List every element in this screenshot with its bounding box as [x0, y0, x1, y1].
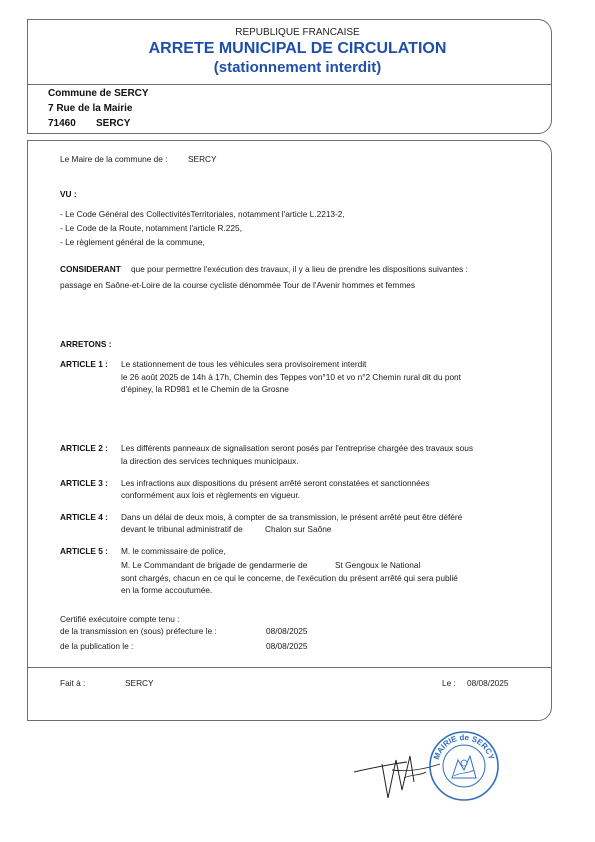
commune-address: 7 Rue de la Mairie [48, 103, 133, 114]
article-5-line: M. Le Commandant de brigade de gendarmerie de [121, 560, 308, 570]
date-value: 08/08/2025 [467, 678, 509, 688]
maire-label: Le Maire de la commune de : [60, 154, 168, 164]
maire-value: SERCY [188, 154, 217, 164]
document-subtitle: (stationnement interdit) [213, 59, 382, 76]
vu-item: - Le règlement général de la commune, [60, 237, 205, 247]
article-1-line: Le stationnement de tous les véhicules sera provisoirement interdit [121, 359, 367, 369]
article-4-tribunal: Chalon sur Saône [265, 524, 332, 534]
article-2-line: Les différents panneaux de signalisation seront posés par l'entreprise chargée des travaux sous [121, 443, 473, 453]
header-divider [27, 84, 552, 85]
article-5-line: sont chargés, chacun en ce qui le concerne, de l'exécution du présent arrêté qui sera publié [121, 573, 458, 583]
commune-city: SERCY [96, 118, 131, 129]
article-4-label: ARTICLE 4 : [60, 512, 108, 522]
svg-text:MAIRIE de SERCY: MAIRIE de SERCY [431, 732, 497, 761]
republic-label: REPUBLIQUE FRANCAISE [235, 27, 360, 38]
arretons-heading: ARRETONS : [60, 339, 112, 349]
article-3-label: ARTICLE 3 : [60, 478, 108, 488]
article-1-label: ARTICLE 1 : [60, 359, 108, 369]
mairie-stamp-icon [428, 730, 500, 802]
article-4-line: Dans un délai de deux mois, à compter de sa transmission, le présent arrêté peut être déféré [121, 512, 463, 522]
certification-transmission-label: de la transmission en (sous) préfecture le : [60, 626, 217, 636]
fait-label: Fait à : [60, 678, 86, 688]
certification-line: Certifié exécutoire compte tenu : [60, 614, 180, 624]
date-label: Le : [442, 678, 456, 688]
fait-value: SERCY [125, 678, 154, 688]
article-3-line: conformément aux lois et règlements en vigueur. [121, 490, 300, 500]
considerant-detail: passage en Saône-et-Loire de la course cycliste dénommée Tour de l'Avenir hommes et femmes [60, 280, 415, 290]
certification-publication-label: de la publication le : [60, 641, 134, 651]
article-5-brigade: St Gengoux le National [335, 560, 421, 570]
footer-divider [27, 667, 552, 668]
article-2-line: la direction des services techniques municipaux. [121, 456, 299, 466]
considerant-text: que pour permettre l'exécution des travaux, il y a lieu de prendre les dispositions suivantes : [131, 264, 468, 274]
certification-publication-date: 08/08/2025 [266, 641, 308, 651]
certification-transmission-date: 08/08/2025 [266, 626, 308, 636]
article-1-line: d'épiney, la RD981 et le Chemin de la Grosne [121, 384, 289, 394]
article-5-line: en la forme accoutumée. [121, 585, 213, 595]
commune-name: Commune de SERCY [48, 88, 149, 99]
considerant-label: CONSIDERANT [60, 264, 121, 274]
article-3-line: Les infractions aux dispositions du présent arrêté seront constatées et sanctionnées [121, 478, 430, 488]
article-5-line: M. le commissaire de police, [121, 546, 226, 556]
article-5-label: ARTICLE 5 : [60, 546, 108, 556]
vu-item: - Le Code Général des CollectivitésTerritoriales, notamment l'article L.2213-2, [60, 209, 345, 219]
document-title: ARRETE MUNICIPAL DE CIRCULATION [148, 40, 447, 57]
article-4-line: devant le tribunal administratif de [121, 524, 243, 534]
vu-heading: VU : [60, 189, 77, 199]
article-1-line: le 26 août 2025 de 14h à 17h, Chemin des Teppes von°10 et vo n°2 Chemin rural dit du pont [121, 372, 461, 382]
article-2-label: ARTICLE 2 : [60, 443, 108, 453]
vu-item: - Le Code de la Route, notamment l'article R.225, [60, 223, 242, 233]
commune-postal-code: 71460 [48, 118, 76, 129]
